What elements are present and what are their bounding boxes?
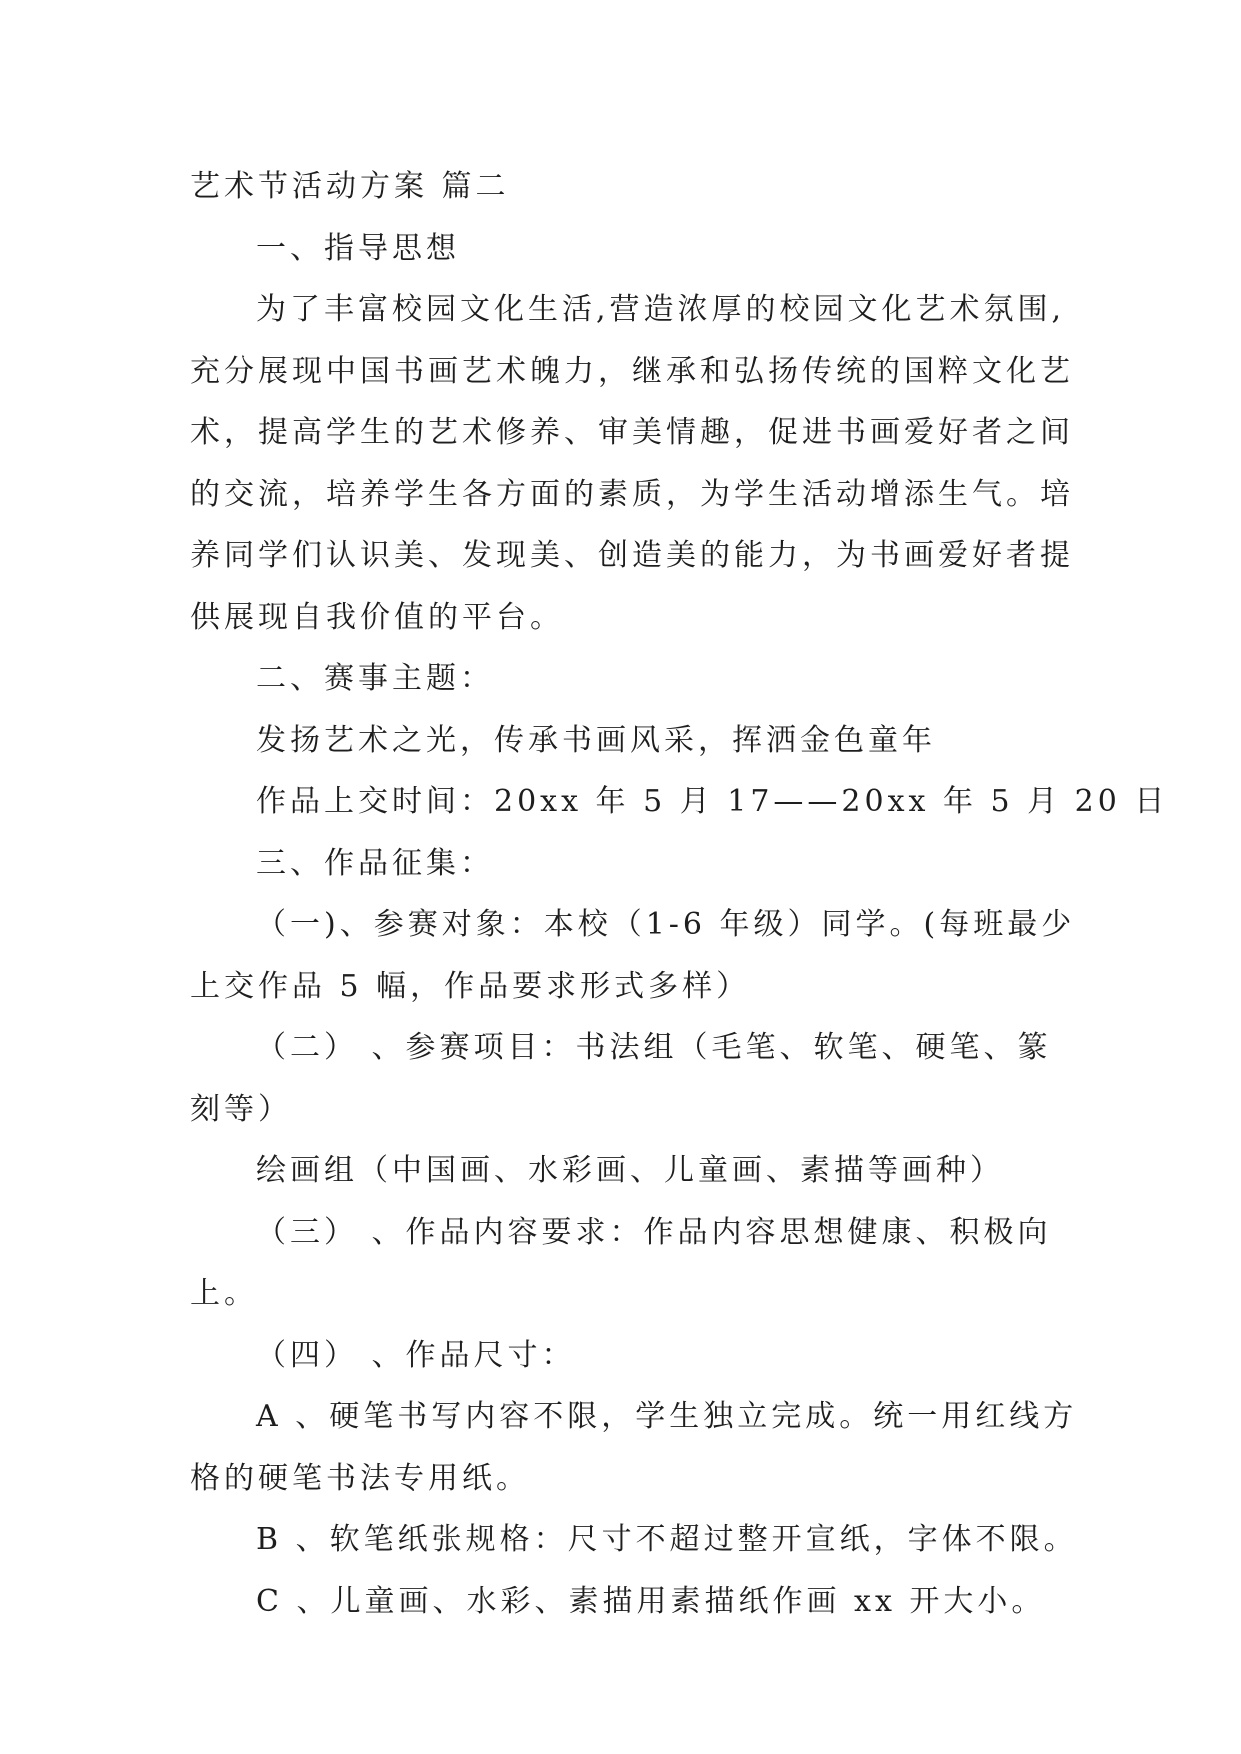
text-line: 格的硬笔书法专用纸。: [190, 1460, 530, 1496]
text-line: 刻等）: [190, 1091, 292, 1127]
text-line: （三） 、作品内容要求：作品内容思想健康、积极向: [256, 1214, 1052, 1250]
text-line: （一)、参赛对象：本校（1-6 年级）同学。(每班最少: [256, 907, 1076, 942]
text-line: 发扬艺术之光，传承书画风采，挥洒金色童年: [256, 722, 936, 758]
document-title: 艺术节活动方案 篇二: [190, 169, 510, 204]
text-line: 二、赛事主题：: [256, 661, 494, 696]
text-line: C 、儿童画、水彩、素描用素描纸作画 xx 开大小。: [256, 1583, 1046, 1619]
text-line: 上交作品 5 幅，作品要求形式多样）: [190, 968, 751, 1004]
text-line: 供展现自我价值的平台。: [190, 599, 564, 635]
document-body: [190, 156, 1169, 1632]
text-line: 为了丰富校园文化生活,营造浓厚的校园文化艺术氛围,: [256, 292, 1066, 327]
text-line: （四） 、作品尺寸：: [256, 1337, 576, 1373]
text-line: B 、软笔纸张规格：尺寸不超过整开宣纸，字体不限。: [256, 1522, 1078, 1557]
text-line: 术，提高学生的艺术修养、审美情趣，促进书画爱好者之间: [190, 415, 1074, 450]
text-line: 一、指导思想: [256, 230, 460, 266]
text-line: 充分展现中国书画艺术魄力，继承和弘扬传统的国粹文化艺: [190, 353, 1074, 389]
text-line: 绘画组（中国画、水彩画、儿童画、素描等画种）: [256, 1153, 1004, 1188]
text-line: 养同学们认识美、发现美、创造美的能力，为书画爱好者提: [190, 538, 1074, 573]
text-line: 上。: [190, 1276, 258, 1311]
text-line: A 、硬笔书写内容不限，学生独立完成。统一用红线方: [256, 1399, 1078, 1434]
text-line: 三、作品征集：: [256, 845, 494, 881]
text-line: 作品上交时间：20xx 年 5 月 17——20xx 年 5 月 20 日: [256, 784, 1169, 819]
text-line: 的交流，培养学生各方面的素质，为学生活动增添生气。培: [190, 476, 1074, 512]
text-line: （二） 、参赛项目：书法组（毛笔、软笔、硬笔、篆: [256, 1030, 1052, 1065]
